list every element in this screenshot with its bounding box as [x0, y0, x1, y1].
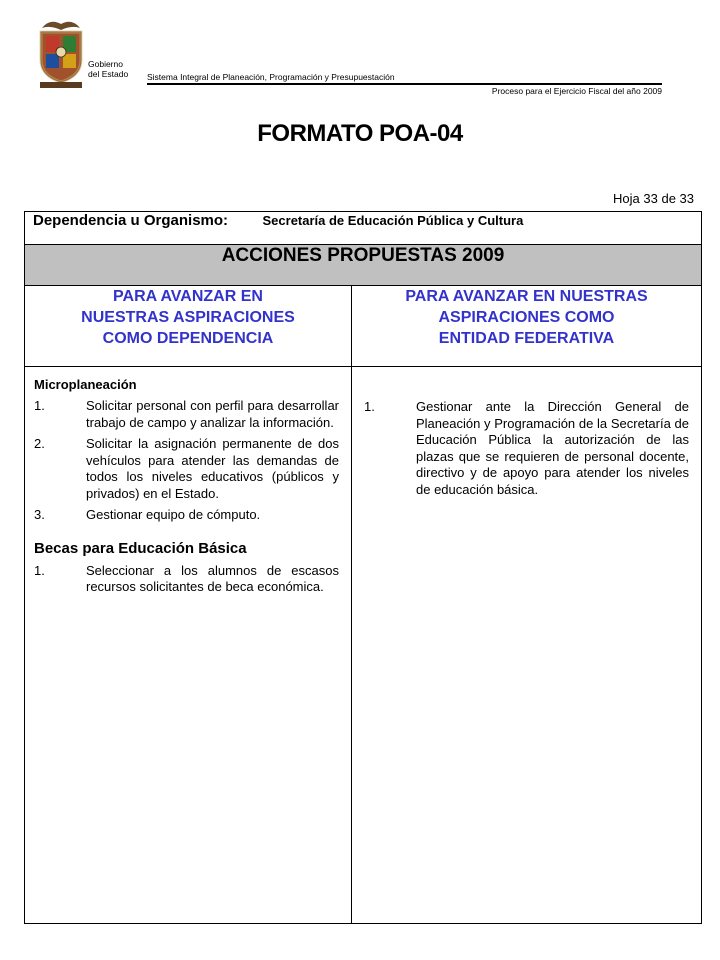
government-label: [88, 60, 128, 79]
gov-line-2: del Estado: [88, 68, 129, 79]
actions-banner: ACCIONES PROPUESTAS 2009: [25, 245, 702, 286]
system-name: Sistema Integral de Planeación, Programación y Presupuestación: [147, 72, 395, 82]
right-header-line: ASPIRACIONES COMO: [438, 309, 615, 326]
section-title-becas: Becas para Educación Básica: [34, 539, 247, 557]
item-text: Gestionar ante la Dirección General de Planeación y Programación de la Secretaría de Educación Pública la autorización de las plazas que se requieren de personal docente, directivo y de apoyo para atender los niveles de educación básica.: [416, 399, 689, 497]
list-item: [364, 399, 689, 498]
left-column-header: [25, 286, 352, 367]
right-column-content: [352, 367, 702, 924]
left-header-line: COMO DEPENDENCIA: [102, 330, 274, 347]
item-text: Solicitar personal con perfil para desarrollar trabajo de campo y analizar la información.: [86, 398, 339, 430]
right-column-header: [352, 286, 702, 367]
process-label: Proceso para el Ejercicio Fiscal del año 2009: [491, 86, 662, 96]
list-item: [34, 507, 339, 524]
left-column-content: [25, 367, 352, 924]
dependency-label: Dependencia u Organismo:: [33, 212, 229, 229]
dependency-value: Secretaría de Educación Pública y Cultura: [262, 213, 524, 228]
dependency-row: [25, 212, 702, 245]
banner-row: [25, 245, 702, 286]
list-item: [34, 436, 339, 502]
item-number: 3.: [34, 507, 45, 522]
header-rule: [147, 83, 662, 85]
becas-list: [34, 563, 339, 596]
item-number: 2.: [34, 436, 45, 451]
item-number: 1.: [364, 399, 375, 414]
page-title: FORMATO POA-04: [257, 120, 463, 147]
federal-entity-list: [364, 399, 689, 498]
list-item: [34, 398, 339, 431]
column-headers-row: [25, 286, 702, 367]
item-text: Seleccionar a los alumnos de escasos recursos solicitantes de beca económica.: [86, 562, 339, 594]
item-text: Gestionar equipo de cómputo.: [86, 507, 261, 522]
poa-form-table: [24, 211, 702, 924]
item-number: 1.: [34, 398, 45, 413]
sheet-number: Hoja 33 de 33: [613, 191, 694, 206]
item-number: 1.: [34, 562, 45, 578]
right-header-line: PARA AVANZAR EN NUESTRAS: [405, 288, 648, 305]
right-header-line: ENTIDAD FEDERATIVA: [438, 330, 615, 347]
left-header-line: NUESTRAS ASPIRACIONES: [81, 309, 295, 326]
state-seal-logo: [36, 16, 86, 94]
content-row: [25, 367, 702, 924]
section-title-microplaneacion: Microplaneación: [34, 377, 137, 392]
list-item: [34, 563, 339, 596]
gov-line-1: Gobierno: [88, 59, 123, 69]
item-text: Solicitar la asignación permanente de dos vehículos para atender las demandas de todos los niveles educativos (públicos y privados) en el Estado.: [86, 436, 339, 501]
left-header-line: PARA AVANZAR EN: [113, 288, 263, 305]
microplaneacion-list: [34, 398, 339, 524]
